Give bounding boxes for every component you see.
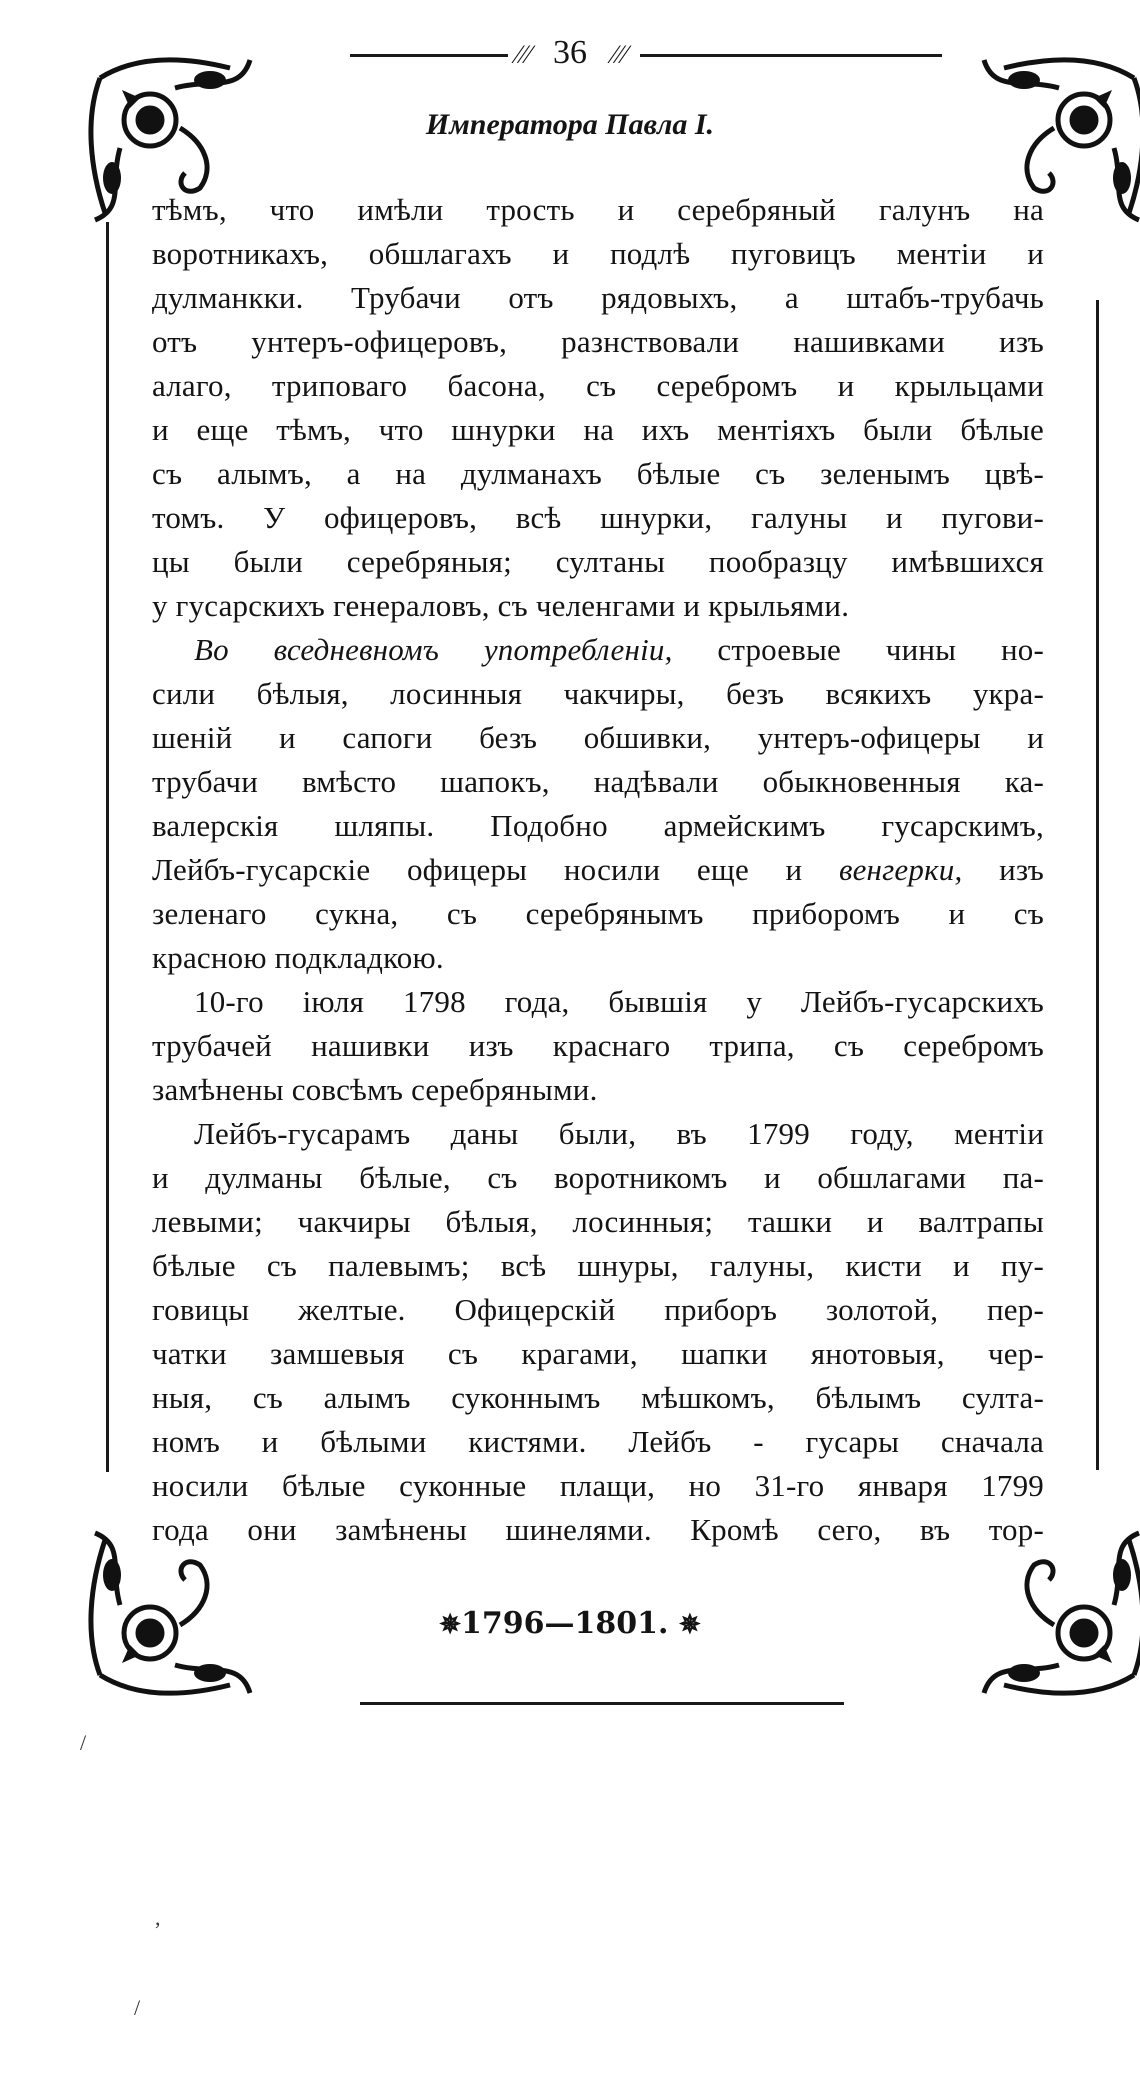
footer-years bbox=[0, 1606, 1140, 1641]
text-line: отъ унтеръ-офицеровъ, разнствовали нашивками изъ bbox=[152, 324, 1044, 359]
text-line: номъ и бѣлыми кистями. Лейбъ - гусары сначала bbox=[152, 1424, 1044, 1459]
scan-speck: , bbox=[155, 1905, 161, 1930]
text-line: томъ. У офицеровъ, всѣ шнурки, галуны и пугови- bbox=[152, 500, 1044, 535]
text-line: ныя, съ алымъ суконнымъ мѣшкомъ, бѣлымъ султа- bbox=[152, 1380, 1044, 1415]
italic-phrase: Во вседневномъ употребленіи, bbox=[194, 632, 673, 667]
text-line: и еще тѣмъ, что шнурки на ихъ ментіяхъ были бѣлые bbox=[152, 412, 1044, 447]
text-line: носили бѣлые суконные плащи, но 31-го января 1799 bbox=[152, 1468, 1044, 1503]
text-line: Лейбъ-гусарамъ даны были, въ 1799 году, ментіи bbox=[194, 1116, 1044, 1151]
body-text bbox=[152, 188, 1044, 1552]
text-line: шеній и сапоги безъ обшивки, унтеръ-офицеры и bbox=[152, 720, 1044, 755]
text-line: сили бѣлыя, лосинныя чакчиры, безъ всякихъ укра- bbox=[152, 676, 1044, 711]
text-line: года они замѣнены шинелями. Кромѣ сего, въ тор- bbox=[152, 1512, 1044, 1547]
frame-left-rule bbox=[106, 222, 109, 1472]
ornament-dashes-right: ⁄⁄⁄ bbox=[612, 40, 629, 69]
text-line: у гусарскихъ генераловъ, съ челенгами и крыльями. bbox=[152, 588, 850, 623]
text-line: трубачей нашивки изъ краснаго трипа, съ серебромъ bbox=[152, 1028, 1044, 1063]
years-label: 1796—1801. bbox=[461, 1606, 669, 1641]
star-ornament-icon: ✵ bbox=[439, 1610, 462, 1640]
scan-speck: / bbox=[134, 1995, 141, 2020]
text-line: цы были серебряныя; султаны пообразцу имѣвшихся bbox=[152, 544, 1044, 579]
text-line: замѣнены совсѣмъ серебряными. bbox=[152, 1072, 598, 1107]
text-line: бѣлые съ палевымъ; всѣ шнуры, галуны, кисти и пу- bbox=[152, 1248, 1044, 1283]
text-line: красною подкладкою. bbox=[152, 940, 444, 975]
text-line: чатки замшевыя съ крагами, шапки янотовыя, чер- bbox=[152, 1336, 1044, 1371]
text-line: трубачи вмѣсто шапокъ, надѣвали обыкновенныя ка- bbox=[152, 764, 1044, 799]
text-line: 10-го іюля 1798 года, бывшія у Лейбъ-гусарскихъ bbox=[194, 984, 1044, 1019]
italic-phrase: венгерки, bbox=[838, 852, 963, 887]
text-line: дулманкки. Трубачи отъ рядовыхъ, а штабъ-трубачь bbox=[152, 280, 1044, 315]
text-fragment: изъ bbox=[999, 852, 1044, 887]
text-line: левыми; чакчиры бѣлыя, лосинныя; ташки и валтрапы bbox=[152, 1204, 1044, 1239]
running-head: Императора Павла I. bbox=[425, 108, 715, 141]
text-line bbox=[152, 848, 1044, 892]
star-ornament-icon: ✵ bbox=[678, 1610, 701, 1640]
page-number: 36 bbox=[553, 34, 587, 71]
text-line: воротникахъ, обшлагахъ и подлѣ пуговицъ ментіи и bbox=[152, 236, 1044, 271]
frame-right-rule bbox=[1096, 300, 1099, 1470]
text-line bbox=[152, 628, 1044, 672]
text-line: зеленаго сукна, съ серебрянымъ приборомъ и съ bbox=[152, 896, 1044, 931]
text-line: тѣмъ, что имѣли трость и серебряный галунъ на bbox=[152, 192, 1044, 227]
scan-speck: / bbox=[80, 1730, 87, 1755]
text-line: съ алымъ, а на дулманахъ бѣлые съ зеленымъ цвѣ- bbox=[152, 456, 1044, 491]
text-line: говицы желтые. Офицерскій приборъ золотой, пер- bbox=[152, 1292, 1044, 1327]
text-fragment: строевые чины но- bbox=[717, 632, 1044, 667]
frame-bottom-rule bbox=[360, 1702, 844, 1705]
text-line: валерскія шляпы. Подобно армейскимъ гусарскимъ, bbox=[152, 808, 1044, 843]
text-fragment: Лейбъ-гусарскіе офицеры носили еще и bbox=[152, 852, 803, 887]
text-line: и дулманы бѣлые, съ воротникомъ и обшлагами па- bbox=[152, 1160, 1044, 1195]
text-line: алаго, триповаго басона, съ серебромъ и крыльцами bbox=[152, 368, 1044, 403]
ornament-dashes-left: ⁄⁄⁄ bbox=[516, 40, 533, 69]
